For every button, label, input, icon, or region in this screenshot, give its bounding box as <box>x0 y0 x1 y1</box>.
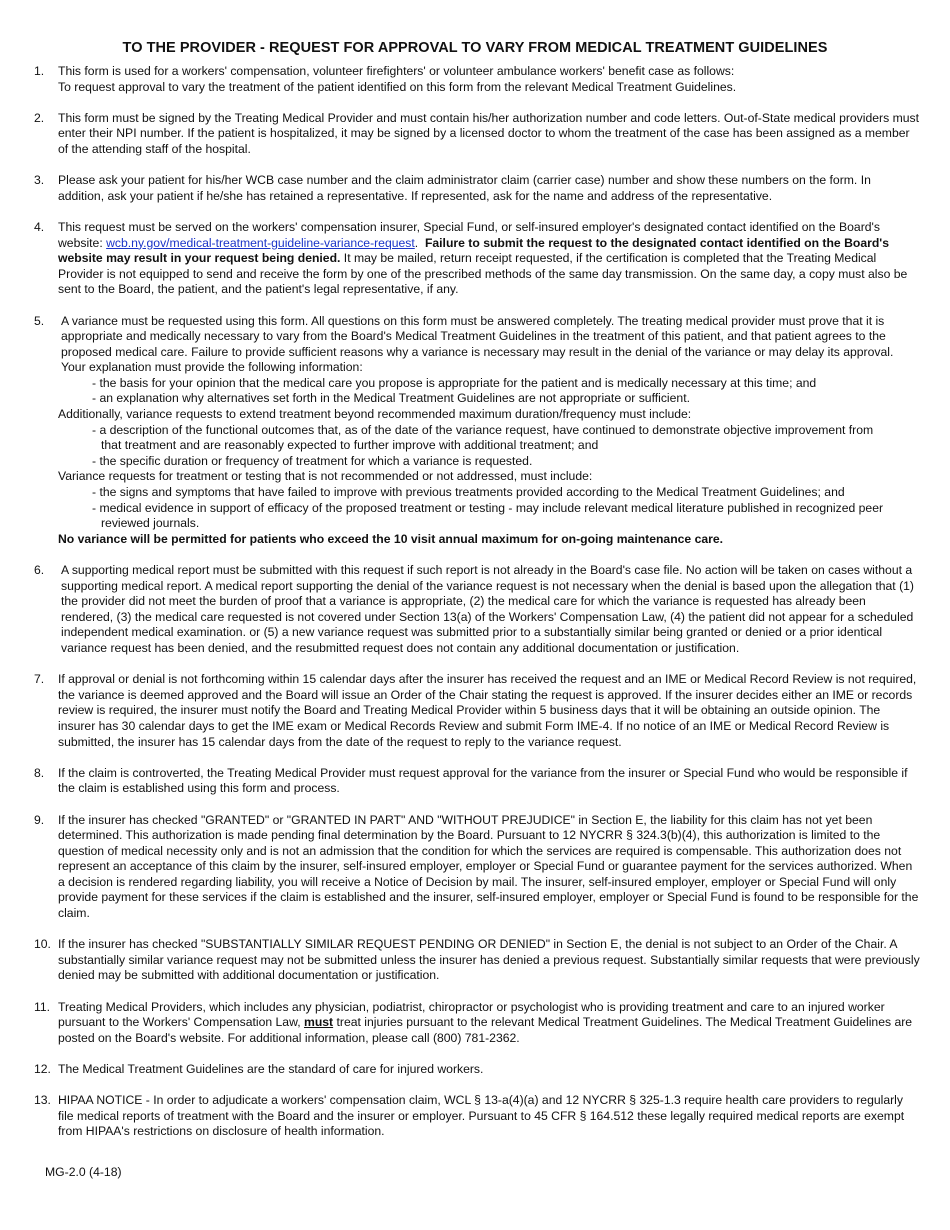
item-text-pre: Treating Medical Providers, which includes any physician, podiatrist, chiropractor or psychologist who is providing treatment and care to an injured worker pursuant to the Workers' Compensation Law, <box>58 999 885 1030</box>
item-text: If the insurer has checked "GRANTED" or "GRANTED IN PART" AND "WITHOUT PREJUDICE" in Section E, the liability for this claim has not yet been determined. This authorization is made pending final determination by the Board. Pursuant to 12 NYCRR § 324.3(b)(4), this authorization is limited to the question of medical necessity only and is not an admission that the condition for which the services are required is compensable. This authorization does not represent an acceptance of this claim by the insurer, self-insured employer, employer or Special Fund or guarantee payment for the services authorized. When a decision is rendered regarding liability, you will receive a Notice of Decision by mail. The insurer, self-insured employer, employer or Special Fund will only provide payment for these services if the claim is established and the insurer, self-insured employer, employer or Special Fund is found to be responsible for the claim. <box>58 812 919 921</box>
item-number: 12. <box>34 1062 51 1076</box>
bullet-text: - the specific duration or frequency of treatment for which a variance is requested. <box>92 453 533 468</box>
item-number: 4. <box>34 219 45 234</box>
item-number: 7. <box>34 672 45 687</box>
list-item <box>34 111 920 158</box>
list-item <box>34 563 920 657</box>
item-text: If approval or denial is not forthcoming within 15 calendar days after the insurer has received the request and an IME or Medical Record Review is not required, the variance is deemed approved and the Board will issue an Order of the Chair stating the request is approved. If the insurer decides either an IME or records review is required, the insurer must notify the Board and Treating Medical Provider within 5 business days that it will be obtaining an outside opinion. The insurer has 30 calendar days to get the IME exam or Medical Records Review and submit Form IME-4. If no notice of an IME or Medical Record Review is submitted, the insurer has 15 calendar days from the date of the request to reply to the variance request. <box>58 672 917 749</box>
bullet-text: - an explanation why alternatives set forth in the Medical Treatment Guidelines are not appropriate or sufficient. <box>92 391 690 406</box>
bullet-text: reviewed journals. <box>101 516 200 531</box>
item-number: 3. <box>34 173 45 188</box>
variance-request-link[interactable]: wcb.ny.gov/medical-treatment-guideline-variance-request <box>106 235 415 250</box>
item-number: 10. <box>34 937 51 952</box>
bold-warning: Failure to submit the request to the designated contact identified on the Board's website may result in your request being denied. <box>58 235 889 266</box>
list-item <box>34 1093 920 1140</box>
item-text-pre: This request must be served on the workers' compensation insurer, Special Fund, or self-insured employer's designated contact identified on the Board's website: <box>58 219 880 250</box>
item-text: A variance must be requested using this form. All questions on this form must be answered completely. The treating medical provider must prove that it is appropriate and medically necessary to vary from the Board's Medical Treatment Guidelines in the treatment of this patient, and that patient agrees to the proposed medical care. Failure to provide sufficient reasons why a variance is necessary may result in the denial of the variance or may delay its approval. Your explanation must provide the following information: <box>61 313 894 375</box>
list-item <box>34 173 920 204</box>
bullet-text: - the basis for your opinion that the medical care you propose is appropriate for the patient and is medically necessary at this time; and <box>92 375 817 390</box>
bullet-text: - medical evidence in support of efficacy of the proposed treatment or testing - may include relevant medical literature published in recognized peer <box>92 500 884 515</box>
bullet-text: that treatment and are reasonably expected to further improve with additional treatment; and <box>101 438 599 453</box>
item-number: 1. <box>34 64 45 78</box>
item-text-post: treat injuries pursuant to the relevant Medical Treatment Guidelines. The Medical Treatment Guidelines are posted on the Board's website. For additional information, please call (800) 781-2362. <box>58 1015 913 1045</box>
instructions-list <box>34 64 920 1156</box>
list-item <box>34 314 920 548</box>
bold-note: No variance will be permitted for patients who exceed the 10 visit annual maximum for on-going maintenance care. <box>58 531 724 546</box>
item-subheading: Variance requests for treatment or testing that is not recommended or not addressed, must include: <box>58 469 593 484</box>
item-text <box>58 1000 920 1047</box>
page-title: TO THE PROVIDER - REQUEST FOR APPROVAL TO VARY FROM MEDICAL TREATMENT GUIDELINES <box>122 40 828 56</box>
item-number: 8. <box>34 765 45 780</box>
item-text: The Medical Treatment Guidelines are the standard of care for injured workers. <box>58 1062 484 1076</box>
item-number: 11. <box>34 999 51 1014</box>
list-item <box>34 1000 920 1047</box>
list-item <box>34 1062 920 1078</box>
item-number: 6. <box>34 563 45 577</box>
item-text: HIPAA NOTICE - In order to adjudicate a workers' compensation claim, WCL § 13-a(4)(a) and 12 NYCRR § 325-1.3 require health care providers to regularly file medical reports of treatment with the Board and the insurer or employer. Pursuant to 45 CFR § 164.512 these legally required medical reports are exempt from HIPAA's restrictions on disclosure of health information. <box>58 1093 905 1139</box>
list-item <box>34 813 920 922</box>
list-item <box>34 672 920 750</box>
item-text: If the insurer has checked "SUBSTANTIALLY SIMILAR REQUEST PENDING OR DENIED" in Section E, the denial is not subject to an Order of the Chair. A substantially similar variance request may not be submitted unless the insurer has denied a previous request. Substantially similar requests that were previously denied may be submitted with additional documentation or justification. <box>58 937 920 983</box>
item-text-post: It may be mailed, return receipt requested, if the certification is completed that the Treating Medical Provider is not equipped to send and receive the form by one of the prescribed methods of the same day transmission. On the same day, a copy must also be sent to the Board, the patient, and the patient's legal representative, if any. <box>58 251 908 297</box>
item-text: If the claim is controverted, the Treating Medical Provider must request approval for the variance from the insurer or Special Fund who would be responsible if the claim is established using this form and process. <box>58 765 908 796</box>
item-number: 9. <box>34 812 45 827</box>
item-text: A supporting medical report must be submitted with this request if such report is not already in the Board's case file. No action will be taken on cases without a supporting medical report. A medical report supporting the denial of the variance request is not necessary when the denial is based upon the allegation that (1) the provider did not meet the burden of proof that a variance is appropriate, (2) the medical care for which the variance is requested has already been rendered, (3) the medical care requested is not covered under Section 13(a) of the Workers' Compensation Law, (4) the patient did not appear for a scheduled independent medical examination. or (5) a new variance request was submitted prior to a substantially similar being granted or denied or a prior identical variance request has been denied, and the resubmitted request does not contain any additional documentation or justification. <box>61 563 914 655</box>
item-number: 13. <box>34 1093 51 1108</box>
item-text: This form must be signed by the Treating Medical Provider and must contain his/her authorization number and code letters. Out-of-State medical providers must enter their NPI number. If the patient is hospitalized, it may be signed by a licensed doctor to whom the treatment of the case has been assigned as a member of the attending staff of the hospital. <box>58 110 919 156</box>
list-item <box>34 220 920 298</box>
bullet-text: - the signs and symptoms that have failed to improve with previous treatments provided according to the Medical Treatment Guidelines; and <box>92 485 845 500</box>
item-number: 5. <box>34 313 45 328</box>
list-item <box>34 766 920 797</box>
list-item <box>34 937 920 984</box>
item-text: To request approval to vary the treatment of the patient identified on this form from the relevant Medical Treatment Guidelines. <box>58 79 737 94</box>
form-number: MG-2.0 (4-18) <box>45 1165 122 1179</box>
must-emphasis: must <box>303 1015 334 1030</box>
item-subheading: Additionally, variance requests to extend treatment beyond recommended maximum duration/frequency must include: <box>58 407 692 422</box>
item-text: This request must be served on the workers' compensation insurer, Special Fund, or self-insured employer's designated contact identified on the Board's website: wcb.ny.gov/medical-treatment-guideline-variance-request. Failure to submit the request to the designated contact identified on the Board's website may result in your request being denied. It may be mailed, return receipt requested, if the certification is completed that the Treating Medical Provider is not equipped to send and receive the form by one of the prescribed methods of the same day transmission. On the same day, a copy must also be sent to the Board, the patient, and the patient's legal representative, if any. <box>58 219 908 297</box>
list-item <box>34 64 920 95</box>
item-number: 2. <box>34 110 45 125</box>
item-text: Please ask your patient for his/her WCB case number and the claim administrator claim (carrier case) number and show these numbers on the form. In addition, ask your patient if he/she has retained a representative. If represented, ask for the name and address of the representative. <box>58 173 871 203</box>
bullet-text: - a description of the functional outcomes that, as of the date of the variance request, have continued to demonstrate objective improvement from <box>92 422 874 437</box>
item-text: This form is used for a workers' compensation, volunteer firefighters' or volunteer ambulance workers' benefit case as follows: <box>58 64 735 78</box>
